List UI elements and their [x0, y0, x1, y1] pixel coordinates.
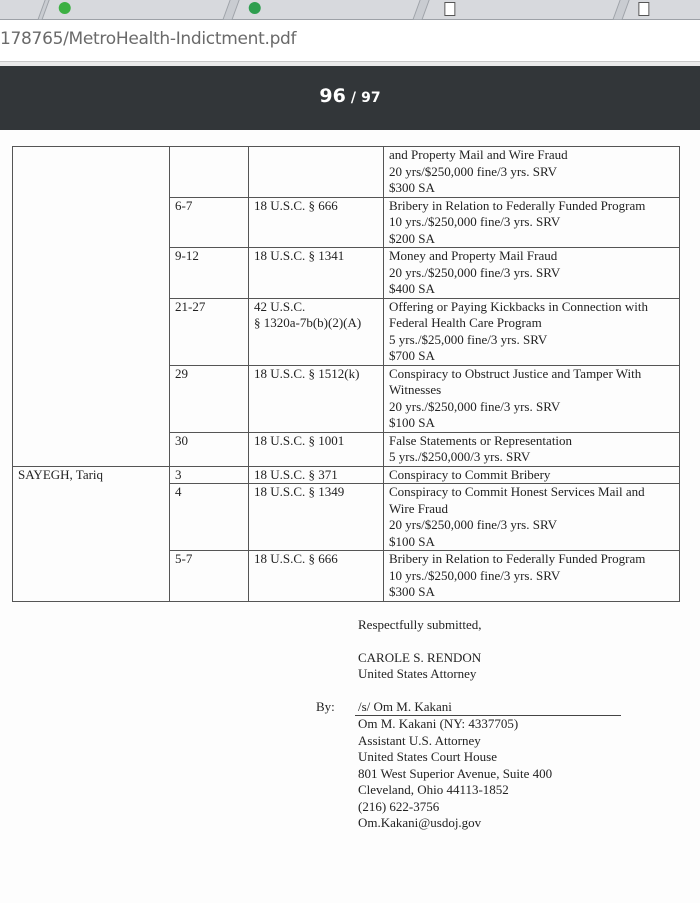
charge-description-line: Money and Property Mail Fraud [389, 248, 558, 263]
charge-description-line: 10 yrs./$250,000 fine/3 yrs. SRV [389, 214, 561, 229]
statute-text: 18 U.S.C. § 1341 [254, 248, 345, 263]
charge-description-line: False Statements or Representation [389, 432, 573, 448]
statute-text: 18 U.S.C. § 1512(k) [254, 365, 360, 381]
us-attorney-title: United States Attorney [358, 666, 477, 681]
statute-cell [249, 466, 384, 484]
statute-cell [249, 365, 384, 432]
charge-description-line: Conspiracy to Commit Honest Services Mail and [389, 484, 645, 499]
current-page[interactable]: 96 [319, 85, 346, 107]
statute-cell [249, 197, 384, 248]
charge-description-cell [384, 365, 680, 432]
charge-description-line: Offering or Paying Kickbacks in Connection with [389, 298, 648, 314]
charge-description-line: 5 yrs./$25,000 fine/3 yrs. SRV [389, 331, 548, 347]
counts-cell: 6-7 [170, 197, 249, 248]
charge-description-cell [384, 466, 680, 484]
browser-tab[interactable] [41, 0, 230, 20]
charge-description-line: and Property Mail and Wire Fraud [389, 147, 568, 162]
by-label: By: [316, 699, 335, 714]
charges-table [12, 146, 680, 602]
statute-text: 18 U.S.C. § 371 [254, 466, 338, 482]
browser-tab[interactable] [0, 0, 46, 20]
page-indicator [0, 85, 700, 107]
charge-description-line: Federal Health Care Program [389, 315, 542, 330]
browser-tab[interactable] [231, 0, 420, 20]
charge-description-line: Bribery in Relation to Federally Funded Program [389, 197, 646, 213]
signer-line: Assistant U.S. Attorney [358, 732, 481, 748]
charge-description-line: $700 SA [389, 348, 435, 363]
counts-cell [170, 147, 249, 198]
statute-cell [249, 432, 384, 466]
counts-cell: 9-12 [170, 248, 249, 299]
charge-description-line: Wire Fraud [389, 500, 449, 516]
charge-description-cell [384, 432, 680, 466]
counts-cell: 3 [170, 466, 249, 484]
address-bar[interactable] [0, 20, 700, 62]
document-icon [444, 2, 455, 16]
counts-cell: 4 [170, 484, 249, 551]
signer-line: Cleveland, Ohio 44113-1852 [358, 782, 509, 797]
counts-cell: 29 [170, 365, 249, 432]
counts-cell: 21-27 [170, 298, 249, 365]
counts-cell: 30 [170, 432, 249, 466]
charge-description-line: 20 yrs/$250,000 fine/3 yrs. SRV [389, 517, 557, 532]
charge-description-cell [384, 298, 680, 365]
site-icon [249, 2, 261, 14]
charge-description-line: Bribery in Relation to Federally Funded Program [389, 551, 646, 566]
statute-text: 18 U.S.C. § 666 [254, 197, 338, 213]
browser-tab[interactable] [621, 0, 700, 20]
signature-block [358, 716, 552, 832]
browser-tab-active[interactable] [421, 0, 620, 20]
charge-description-cell [384, 147, 680, 198]
statute-cell [249, 298, 384, 365]
us-attorney-name: CAROLE S. RENDON [358, 650, 482, 665]
charge-description-line: $200 SA [389, 230, 435, 246]
signer-email: Om.Kakani@usdoj.gov [358, 815, 482, 830]
charge-description-cell [384, 551, 680, 602]
charge-description-cell [384, 484, 680, 551]
charge-description-line: $100 SA [389, 415, 435, 430]
statute-text: § 1320a-7b(b)(2)(A) [254, 315, 362, 330]
charge-description-line: $300 SA [389, 584, 435, 599]
charge-description-line: $300 SA [389, 180, 435, 195]
address-url[interactable]: 178765/MetroHealth-Indictment.pdf [0, 29, 297, 49]
charge-description-line: 10 yrs./$250,000 fine/3 yrs. SRV [389, 567, 561, 583]
statute-cell [249, 551, 384, 602]
charge-description-line: 20 yrs./$250,000 fine/3 yrs. SRV [389, 398, 561, 414]
total-pages: 97 [361, 90, 381, 106]
pdf-page [0, 130, 700, 903]
statute-cell [249, 248, 384, 299]
defendant-cell: SAYEGH, Tariq [13, 466, 170, 601]
defendant-cell [13, 147, 170, 467]
browser-tab-bar [0, 0, 700, 20]
table-row [13, 466, 680, 484]
page-separator: / [350, 90, 357, 106]
closing: Respectfully submitted, [358, 617, 482, 632]
charge-description-line: 20 yrs/$250,000 fine/3 yrs. SRV [389, 163, 557, 179]
counts-cell: 5-7 [170, 551, 249, 602]
charge-description-line: Conspiracy to Commit Bribery [389, 466, 551, 482]
whatsapp-icon [59, 2, 71, 14]
charge-description-line: Conspiracy to Obstruct Justice and Tamper With [389, 365, 642, 381]
statute-text: 18 U.S.C. § 666 [254, 551, 338, 566]
statute-cell [249, 147, 384, 198]
signer-line: United States Court House [358, 749, 498, 764]
charge-description-line: $100 SA [389, 533, 435, 549]
charge-description-cell [384, 248, 680, 299]
signer-line: Om M. Kakani (NY: 4337705) [358, 716, 519, 731]
statute-cell [249, 484, 384, 551]
charge-description-line: $400 SA [389, 281, 435, 296]
document-icon [638, 2, 649, 16]
table-row [13, 147, 680, 198]
pdf-toolbar [0, 66, 700, 130]
statute-text: 18 U.S.C. § 1001 [254, 432, 345, 448]
charge-description-line: 5 yrs./$250,000/3 yrs. SRV [389, 449, 531, 464]
statute-text: 18 U.S.C. § 1349 [254, 484, 345, 499]
charge-description-line: Witnesses [389, 382, 442, 397]
electronic-signature: /s/ Om M. Kakani [358, 699, 452, 714]
charge-description-cell [384, 197, 680, 248]
signer-line: (216) 622-3756 [358, 798, 440, 814]
statute-text: 42 U.S.C. [254, 298, 306, 314]
signer-line: 801 West Superior Avenue, Suite 400 [358, 765, 553, 781]
charge-description-line: 20 yrs./$250,000 fine/3 yrs. SRV [389, 264, 561, 280]
